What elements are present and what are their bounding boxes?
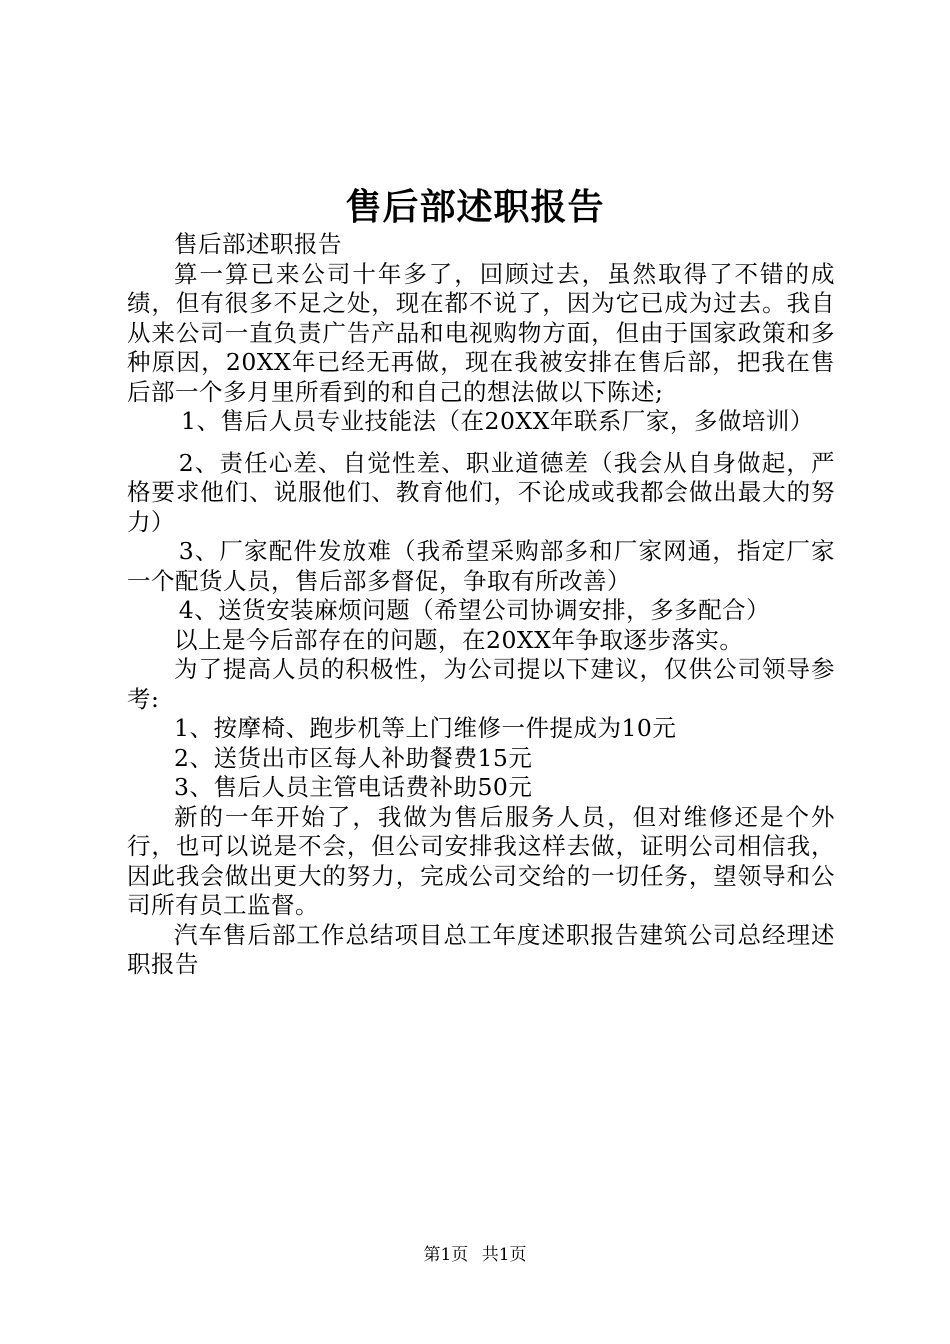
paragraph-summary: 以上是今后部存在的问题，在20XX年争取逐步落实。 [174,625,744,654]
page-footer [0,1244,950,1266]
document-body [127,230,835,980]
suggestion-item-3: 3、售后人员主管电话费补助50元 [174,773,533,801]
page-number: 第1页 [423,1245,469,1265]
paragraph-suggestion-intro: 为了提高人员的积极性，为公司提以下建议，仅供公司领导参考: [127,655,835,713]
document-title: 售后部述职报告 [345,186,605,228]
paragraph-related: 汽车售后部工作总结项目总工年度述职报告建筑公司总经理述职报告 [127,920,835,978]
suggestion-item-2: 2、送货出市区每人补助餐费15元 [174,743,533,772]
problem-item-1: 1、售后人员专业技能法（在20XX年联系厂家，多做培训） [181,407,814,435]
paragraph-conclusion: 新的一年开始了，我做为售后服务人员，但对维修还是个外行，也可以说是不会，但公司安排我这样去做，证明公司相信我，因此我会做出更大的努力，完成公司交给的一切任务，望领导和公司所有员工监督。 [127,802,835,919]
page-total: 共1页 [481,1245,527,1265]
problem-item-3: 3、厂家配件发放难（我希望采购部多和厂家网通，指定厂家一个配货人员，售后部多督促，争取有所改善） [127,537,835,595]
problem-item-2: 2、责任心差、自觉性差、职业道德差（我会从自身做起，严格要求他们、说服他们、教育他们，不论成或我都会做出最大的努力） [127,448,835,536]
paragraph-subtitle: 售后部述职报告 [174,230,342,258]
paragraph-intro: 算一算已来公司十年多了，回顾过去，虽然取得了不错的成绩，但有很多不足之处，现在都不说了，因为它已成为过去。我自从来公司一直负责广告产品和电视购物方面，但由于国家政策和多种原因，20XX年已经无再做，现在我被安排在售后部，把我在售后部一个多月里所看到的和自己的想法做以下陈述; [127,259,835,406]
problem-item-4: 4、送货安装麻烦问题（希望公司协调安排，多多配合） [178,596,771,624]
suggestion-item-1: 1、按摩椅、跑步机等上门维修一件提成为10元 [174,714,677,742]
